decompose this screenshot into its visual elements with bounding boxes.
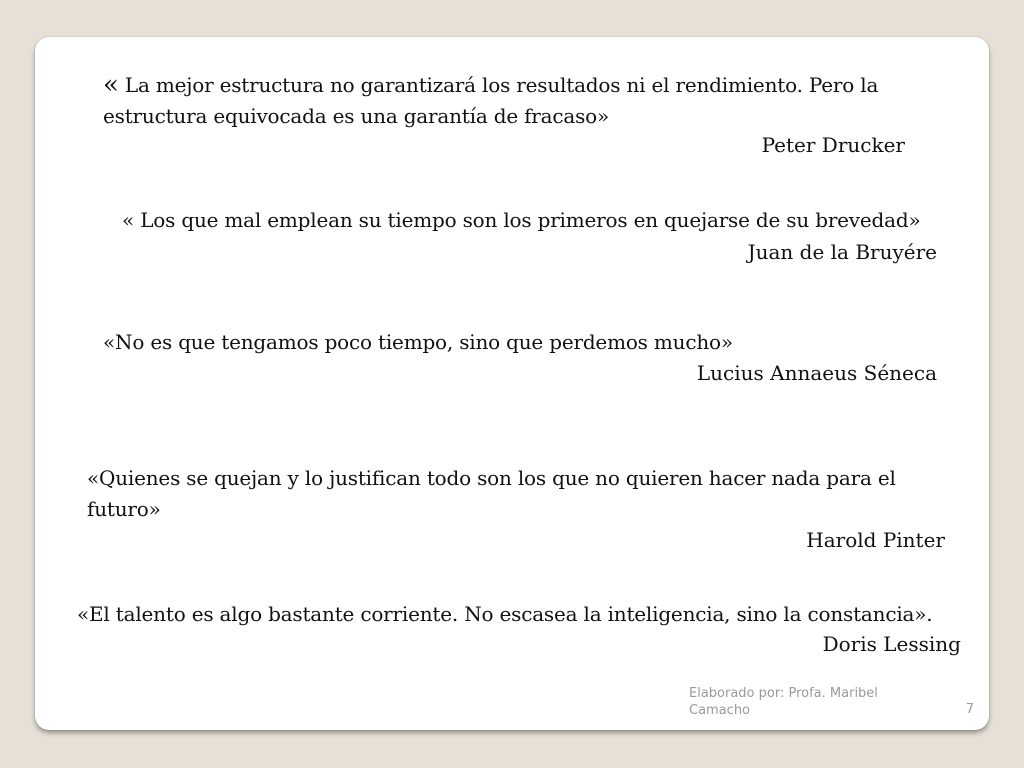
quote-1-line-2: estructura equivocada es una garantía de fracaso» xyxy=(103,104,610,128)
quote-4-line-1: «Quienes se quejan y lo justifican todo son los que no quieren hacer nada para el xyxy=(87,466,896,490)
quote-3-author: Lucius Annaeus Séneca xyxy=(696,361,937,385)
quote-4-line-2: futuro» xyxy=(87,497,161,521)
quote-1-text: La mejor estructura no garantizará los resultados ni el rendimiento. Pero la xyxy=(118,73,879,97)
footer-credit: Elaborado por: Profa. Maribel Camacho xyxy=(689,686,878,718)
quote-open-mark: « xyxy=(103,70,119,100)
quote-1-author: Peter Drucker xyxy=(761,133,905,157)
quote-2-author: Juan de la Bruyére xyxy=(747,240,937,264)
quote-5-line-1: «El talento es algo bastante corriente. No escasea la inteligencia, sino la constancia». xyxy=(77,602,933,626)
quote-5-author: Doris Lessing xyxy=(822,632,961,656)
quote-1-line-1 xyxy=(103,70,878,101)
quote-3-line-1: «No es que tengamos poco tiempo, sino que perdemos mucho» xyxy=(103,330,733,354)
slide xyxy=(35,37,989,730)
quote-2-line-1: « Los que mal emplean su tiempo son los primeros en quejarse de su brevedad» xyxy=(122,208,921,232)
quote-4-author: Harold Pinter xyxy=(806,528,945,552)
page-number: 7 xyxy=(965,702,974,717)
